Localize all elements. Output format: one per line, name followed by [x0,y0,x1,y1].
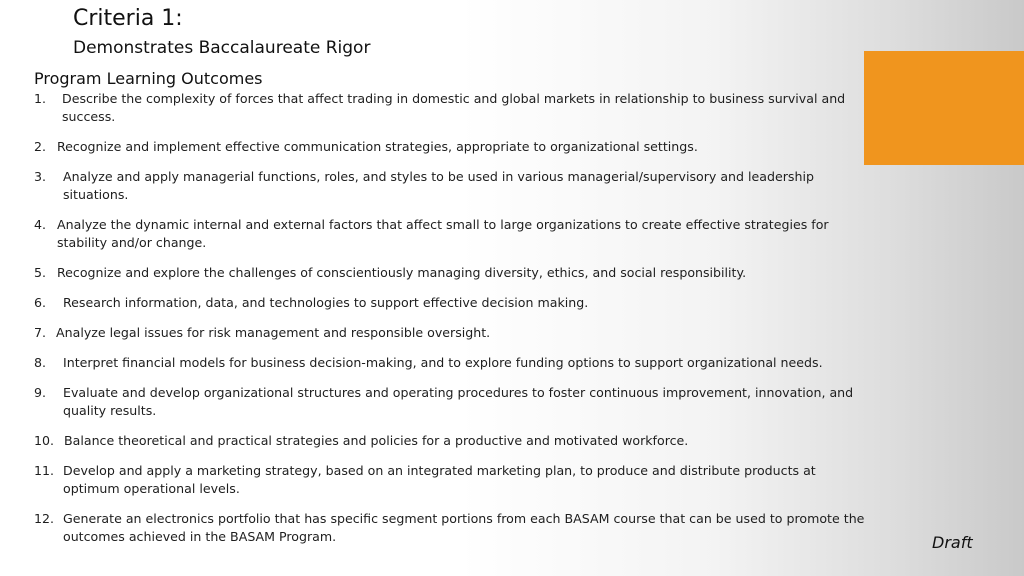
item-text: Develop and apply a marketing strategy, based on an integrated marketing plan, to produce and distribute products at optimum operational levels. [63,463,816,496]
list-item [34,432,869,450]
list-item [34,294,869,312]
list-item [34,138,869,156]
list-item [34,216,869,252]
item-number: 4. [34,217,47,232]
list-item [34,168,869,204]
item-number: 7. [34,325,47,340]
slide-subtitle: Demonstrates Baccalaureate Rigor [73,38,371,58]
accent-block [864,51,1024,165]
item-text: Research information, data, and technologies to support effective decision making. [63,295,589,310]
item-number: 10. [34,433,55,448]
item-text: Recognize and implement effective communication strategies, appropriate to organizational settings. [57,139,698,154]
item-number: 11. [34,463,55,478]
list-item [34,90,869,126]
list-item [34,510,869,546]
item-text: Analyze legal issues for risk management and responsible oversight. [56,325,491,340]
item-number: 12. [34,511,55,526]
item-text: Interpret financial models for business decision-making, and to explore funding options to support organizational needs. [63,355,823,370]
item-number: 3. [34,169,47,184]
item-number: 9. [34,385,47,400]
item-text: Balance theoretical and practical strategies and policies for a productive and motivated workforce. [64,433,689,448]
item-text: Analyze and apply managerial functions, roles, and styles to be used in various managerial/supervisory and leadership situations. [63,169,814,202]
outcomes-list [34,90,869,558]
item-text: Describe the complexity of forces that affect trading in domestic and global markets in relationship to business survival and success. [62,91,846,124]
item-text: Evaluate and develop organizational structures and operating procedures to foster continuous improvement, innovation, and quality results. [63,385,854,418]
item-text: Generate an electronics portfolio that has specific segment portions from each BASAM course that can be used to promote the outcomes achieved in the BASAM Program. [63,511,865,544]
section-heading: Program Learning Outcomes [34,69,263,88]
list-item [34,354,869,372]
item-number: 1. [34,91,47,106]
slide-title: Criteria 1: [73,6,183,31]
list-item [34,384,869,420]
list-item [34,324,869,342]
item-text: Analyze the dynamic internal and external factors that affect small to large organizations to create effective strategies for stability and/or change. [57,217,829,250]
item-number: 2. [34,139,47,154]
item-text: Recognize and explore the challenges of conscientiously managing diversity, ethics, and social responsibility. [57,265,747,280]
list-item [34,264,869,282]
item-number: 5. [34,265,47,280]
item-number: 8. [34,355,47,370]
item-number: 6. [34,295,47,310]
list-item [34,462,869,498]
draft-label: Draft [932,533,973,552]
